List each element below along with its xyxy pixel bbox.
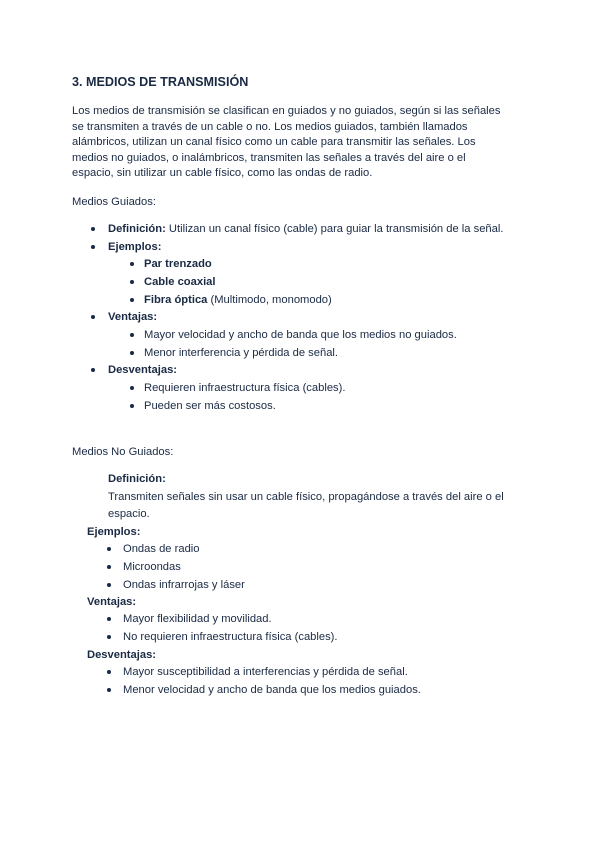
unguided-advantages-label: Ventajas: [87, 596, 137, 608]
bullet-icon [107, 635, 111, 639]
intro-line: se transmiten a través de un cable o no. Los medios guiados, también llamados [72, 121, 468, 133]
bullet-icon [107, 617, 111, 621]
list-item: No requieren infraestructura física (cables). [123, 631, 338, 643]
bullet-icon [91, 368, 95, 372]
list-item: Menor velocidad y ancho de banda que los medios guiados. [123, 684, 421, 696]
list-item: Menor interferencia y pérdida de señal. [144, 347, 339, 359]
example-name: Fibra óptica [144, 294, 208, 306]
guided-definition-text: Utilizan un canal físico (cable) para guiar la transmisión de la señal. [165, 223, 504, 235]
list-item: Ondas de radio [123, 543, 200, 555]
bullet-icon [130, 262, 134, 266]
list-item: Requieren infraestructura física (cables). [144, 382, 346, 394]
intro-line: medios no guiados, o inalámbricos, transmiten las señales a través del aire o el [72, 152, 466, 164]
list-item: Microondas [123, 561, 181, 573]
guided-advantages-label: Ventajas: [108, 311, 158, 323]
example-name: Cable coaxial [144, 276, 216, 288]
bullet-icon [130, 386, 134, 390]
bullet-icon [107, 688, 111, 692]
list-item [144, 292, 332, 308]
list-item: Mayor velocidad y ancho de banda que los medios no guiados. [144, 329, 457, 341]
bullet-icon [107, 565, 111, 569]
guided-examples-label: Ejemplos: [108, 241, 162, 253]
bullet-icon [91, 245, 95, 249]
guided-heading: Medios Guiados: [72, 196, 156, 208]
intro-line: Los medios de transmisión se clasifican en guiados y no guiados, según si las señales [72, 105, 501, 117]
list-item: Mayor flexibilidad y movilidad. [123, 613, 272, 625]
intro-line: alámbricos, utilizan un canal físico como un cable para transmitir las señales. Los [72, 136, 476, 148]
bullet-icon [107, 670, 111, 674]
unguided-definition-line: espacio. [108, 508, 150, 520]
bullet-icon [91, 227, 95, 231]
list-item [144, 274, 216, 290]
unguided-definition-label: Definición: [108, 473, 166, 485]
list-item [144, 256, 212, 272]
bullet-icon [130, 333, 134, 337]
unguided-definition-line: Transmiten señales sin usar un cable físico, propagándose a través del aire o el [108, 491, 504, 503]
list-item: Pueden ser más costosos. [144, 400, 276, 412]
bullet-icon [130, 404, 134, 408]
unguided-disadvantages-label: Desventajas: [87, 649, 157, 661]
list-item: Ondas infrarrojas y láser [123, 579, 245, 591]
bullet-icon [107, 547, 111, 551]
bullet-icon [130, 298, 134, 302]
unguided-heading: Medios No Guiados: [72, 446, 174, 458]
example-name: Par trenzado [144, 258, 212, 270]
bullet-icon [91, 315, 95, 319]
guided-disadvantages-label: Desventajas: [108, 364, 178, 376]
guided-definition-label: Definición: [108, 223, 166, 235]
example-detail: (Multimodo, monomodo) [207, 294, 332, 306]
section-title: 3. MEDIOS DE TRANSMISIÓN [72, 75, 249, 89]
unguided-examples-label: Ejemplos: [87, 526, 141, 538]
bullet-icon [130, 351, 134, 355]
list-item: Mayor susceptibilidad a interferencias y pérdida de señal. [123, 666, 408, 678]
bullet-icon [130, 280, 134, 284]
intro-line: espacio, sin utilizar un cable físico, como las ondas de radio. [72, 167, 373, 179]
bullet-icon [107, 583, 111, 587]
guided-definition [108, 221, 503, 237]
